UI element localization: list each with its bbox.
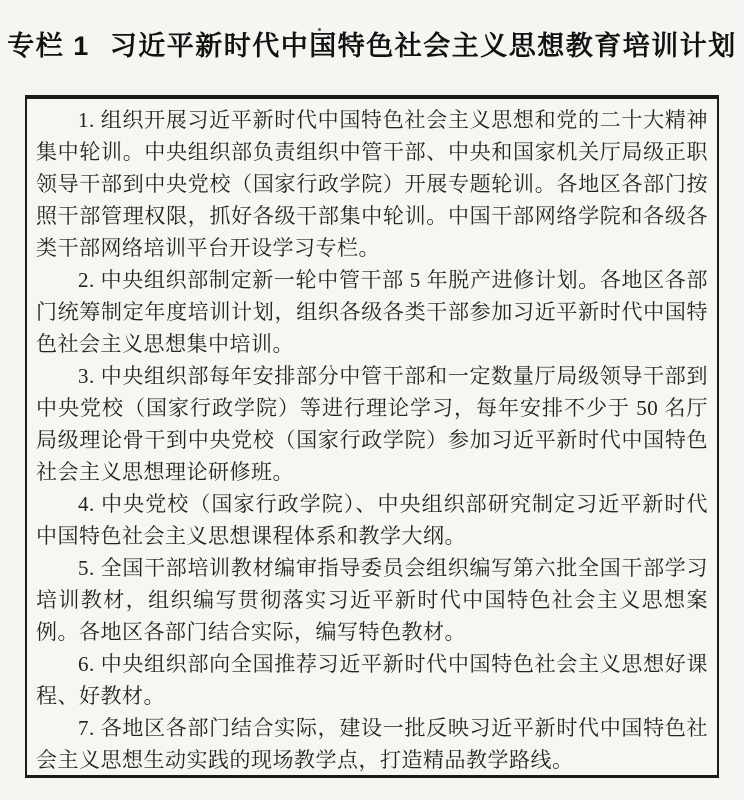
paragraph-4: 4. 中央党校（国家行政学院）、中央组织部研究制定习近平新时代中国特色社会主义思想课程体系和教学大纲。 <box>36 492 708 548</box>
content-box <box>25 95 719 778</box>
page-title <box>0 24 744 63</box>
paragraph-6: 6. 中央组织部向全国推荐习近平新时代中国特色社会主义思想好课程、好教材。 <box>36 652 708 708</box>
paragraph-2: 2. 中央组织部制定新一轮中管干部 5 年脱产进修计划。各地区各部门统筹制定年度培训计划，组织各级各类干部参加习近平新时代中国特色社会主义思想集中培训。 <box>36 268 708 356</box>
paragraph-3: 3. 中央组织部每年安排部分中管干部和一定数量厅局级领导干部到中央党校（国家行政学院）等进行理论学习，每年安排不少于 50 名厅局级理论骨干到中央党校（国家行政学院）参加习近平新时代中国特色社会主义思想理论研修班。 <box>36 364 708 484</box>
paragraph-7: 7. 各地区各部门结合实际，建设一批反映习近平新时代中国特色社会主义思想生动实践的现场教学点，打造精品教学路线。 <box>36 716 708 772</box>
paragraph-1: 1. 组织开展习近平新时代中国特色社会主义思想和党的二十大精神集中轮训。中央组织部负责组织中管干部、中央和国家机关厅局级正职领导干部到中央党校（国家行政学院）开展专题轮训。各地区各部门按照干部管理权限，抓好各级干部集中轮训。中国干部网络学院和各级各类干部网络培训平台开设学习专栏。 <box>36 108 708 260</box>
column-label: 专栏 1 <box>7 31 90 61</box>
column-title-text: 习近平新时代中国特色社会主义思想教育培训计划 <box>109 31 737 61</box>
paragraph-5: 5. 全国干部培训教材编审指导委员会组织编写第六批全国干部学习培训教材，组织编写贯彻落实习近平新时代中国特色社会主义思想案例。各地区各部门结合实际，编写特色教材。 <box>36 556 708 644</box>
